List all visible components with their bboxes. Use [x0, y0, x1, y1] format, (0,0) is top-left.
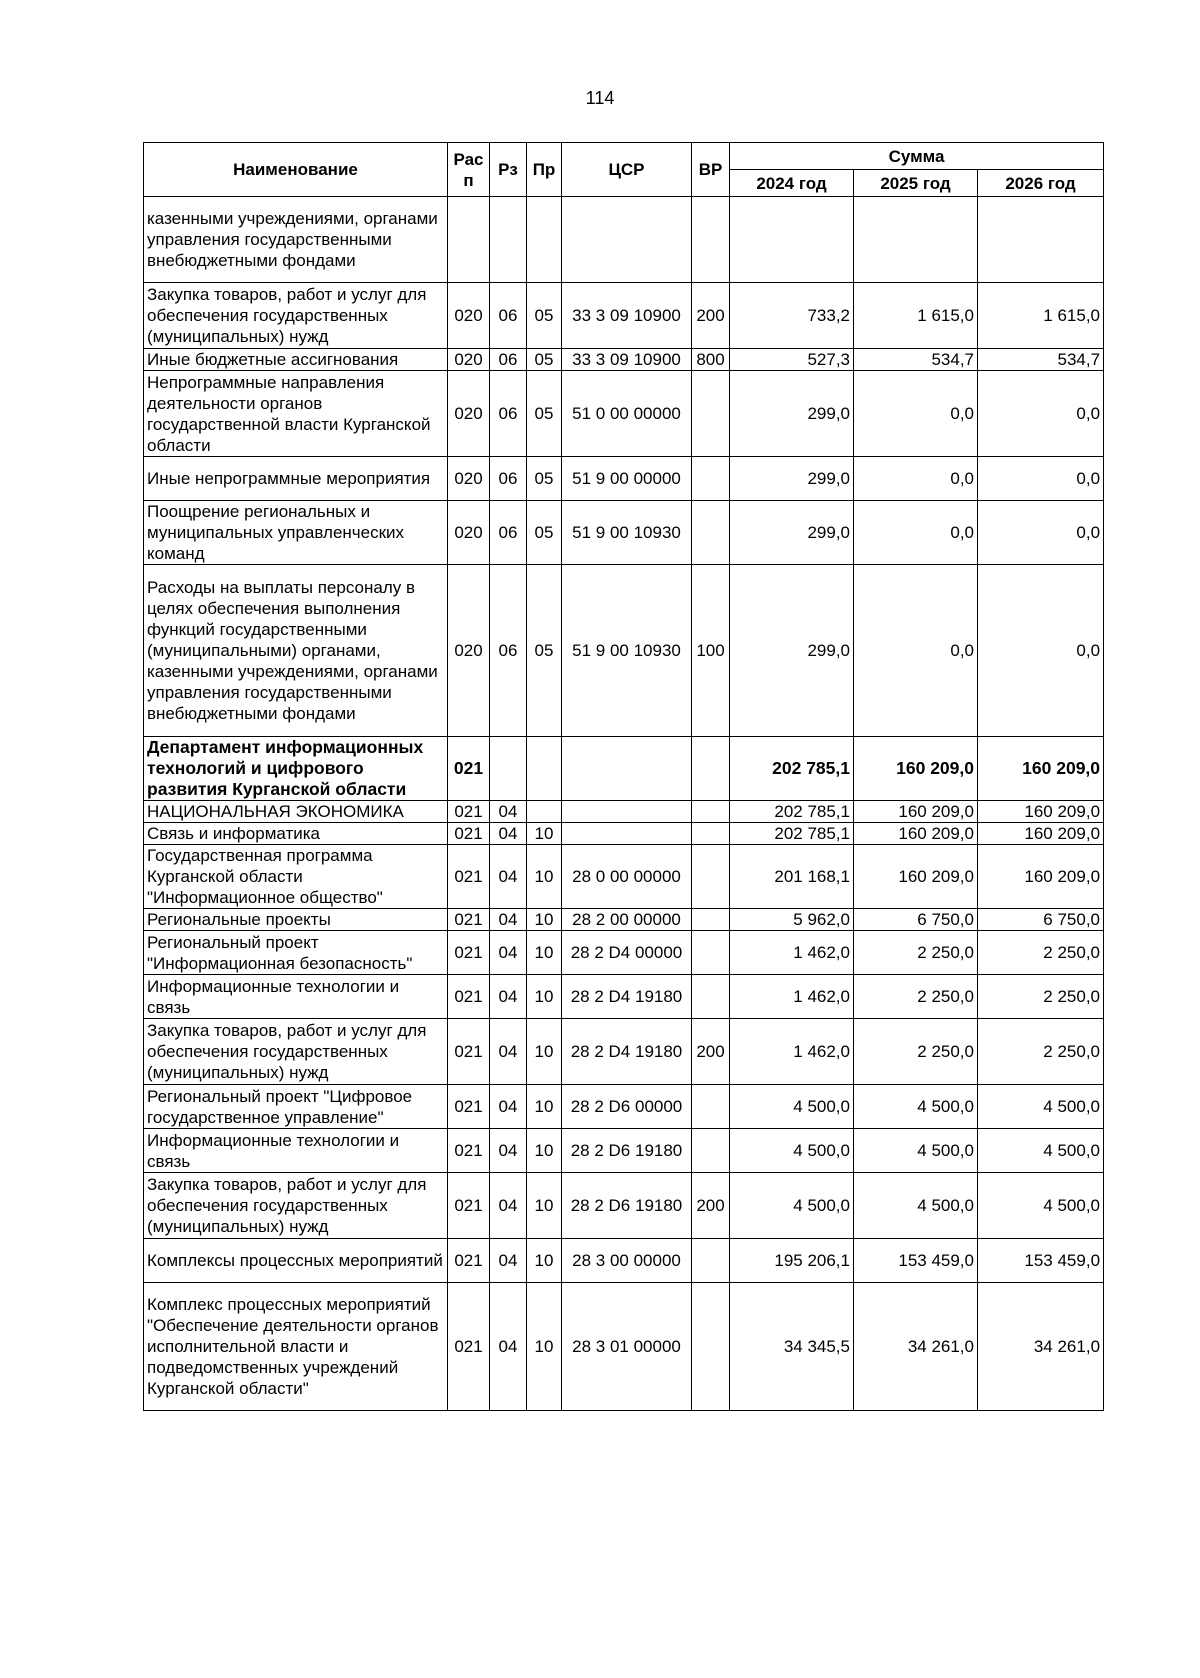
table-row — [144, 909, 1104, 931]
cell-pr: 10 — [527, 975, 562, 1019]
cell-pr: 05 — [527, 501, 562, 565]
cell-2024: 299,0 — [730, 501, 854, 565]
cell-pr — [527, 801, 562, 823]
cell-name: Комплекс процессных мероприятий "Обеспечение деятельности органов исполнительной власти и подведомственных учреждений Курганской области" — [144, 1283, 448, 1411]
cell-csr — [562, 197, 692, 283]
cell-csr — [562, 823, 692, 845]
cell-rz: 04 — [490, 1129, 527, 1173]
cell-rz: 06 — [490, 501, 527, 565]
cell-csr: 28 2 D6 19180 — [562, 1173, 692, 1239]
cell-2025: 153 459,0 — [854, 1239, 978, 1283]
table-row — [144, 845, 1104, 909]
table-row — [144, 501, 1104, 565]
cell-2025: 2 250,0 — [854, 931, 978, 975]
cell-vr: 200 — [692, 1173, 730, 1239]
cell-2026: 0,0 — [978, 371, 1104, 457]
cell-csr: 28 2 D6 19180 — [562, 1129, 692, 1173]
cell-csr: 28 2 00 00000 — [562, 909, 692, 931]
cell-rz: 06 — [490, 349, 527, 371]
cell-name: НАЦИОНАЛЬНАЯ ЭКОНОМИКА — [144, 801, 448, 823]
cell-2025: 6 750,0 — [854, 909, 978, 931]
cell-2025: 0,0 — [854, 565, 978, 737]
cell-2026: 4 500,0 — [978, 1085, 1104, 1129]
header-rasp: Рас п — [448, 143, 490, 197]
header-year-2026: 2026 год — [978, 170, 1104, 197]
cell-2024: 4 500,0 — [730, 1085, 854, 1129]
cell-pr: 10 — [527, 823, 562, 845]
cell-rasp: 021 — [448, 845, 490, 909]
cell-name: казенными учреждениями, органами управления государственными внебюджетными фондами — [144, 197, 448, 283]
cell-pr — [527, 737, 562, 801]
cell-csr: 33 3 09 10900 — [562, 349, 692, 371]
cell-rasp: 020 — [448, 349, 490, 371]
cell-2024: 1 462,0 — [730, 975, 854, 1019]
cell-vr — [692, 845, 730, 909]
cell-2024: 4 500,0 — [730, 1129, 854, 1173]
cell-2026: 160 209,0 — [978, 823, 1104, 845]
cell-csr — [562, 801, 692, 823]
cell-2026: 4 500,0 — [978, 1129, 1104, 1173]
cell-rasp: 020 — [448, 371, 490, 457]
cell-2024: 34 345,5 — [730, 1283, 854, 1411]
cell-name: Связь и информатика — [144, 823, 448, 845]
cell-rz: 04 — [490, 823, 527, 845]
cell-2024: 1 462,0 — [730, 931, 854, 975]
cell-rasp — [448, 197, 490, 283]
cell-name: Информационные технологии и связь — [144, 1129, 448, 1173]
cell-2026: 2 250,0 — [978, 931, 1104, 975]
cell-2024: 4 500,0 — [730, 1173, 854, 1239]
header-year-2025: 2025 год — [854, 170, 978, 197]
cell-2026: 0,0 — [978, 501, 1104, 565]
cell-csr: 28 2 D4 19180 — [562, 975, 692, 1019]
cell-2025: 1 615,0 — [854, 283, 978, 349]
cell-2025: 0,0 — [854, 501, 978, 565]
cell-2025: 160 209,0 — [854, 845, 978, 909]
cell-csr: 28 2 D4 19180 — [562, 1019, 692, 1085]
cell-2026 — [978, 197, 1104, 283]
table-row — [144, 801, 1104, 823]
cell-vr — [692, 457, 730, 501]
cell-name: Иные непрограммные мероприятия — [144, 457, 448, 501]
cell-pr: 10 — [527, 1173, 562, 1239]
cell-2024: 195 206,1 — [730, 1239, 854, 1283]
cell-2025: 34 261,0 — [854, 1283, 978, 1411]
header-name: Наименование — [144, 143, 448, 197]
cell-vr: 800 — [692, 349, 730, 371]
cell-rasp: 021 — [448, 737, 490, 801]
cell-2026: 1 615,0 — [978, 283, 1104, 349]
cell-2024: 202 785,1 — [730, 823, 854, 845]
cell-rasp: 021 — [448, 931, 490, 975]
cell-2024: 201 168,1 — [730, 845, 854, 909]
table-row — [144, 457, 1104, 501]
cell-csr: 28 3 00 00000 — [562, 1239, 692, 1283]
cell-rasp: 021 — [448, 1239, 490, 1283]
cell-2024: 5 962,0 — [730, 909, 854, 931]
cell-pr: 10 — [527, 1129, 562, 1173]
cell-2025: 0,0 — [854, 457, 978, 501]
cell-vr — [692, 1239, 730, 1283]
cell-rasp: 021 — [448, 975, 490, 1019]
cell-2026: 0,0 — [978, 565, 1104, 737]
cell-pr: 05 — [527, 283, 562, 349]
cell-2025: 160 209,0 — [854, 823, 978, 845]
cell-2024: 299,0 — [730, 457, 854, 501]
cell-2026: 160 209,0 — [978, 737, 1104, 801]
table-row — [144, 823, 1104, 845]
cell-2025: 4 500,0 — [854, 1173, 978, 1239]
cell-rasp: 021 — [448, 1173, 490, 1239]
cell-2024: 733,2 — [730, 283, 854, 349]
cell-2026: 34 261,0 — [978, 1283, 1104, 1411]
cell-vr — [692, 823, 730, 845]
cell-vr: 200 — [692, 1019, 730, 1085]
table-row — [144, 349, 1104, 371]
cell-rasp: 021 — [448, 1129, 490, 1173]
cell-name: Расходы на выплаты персоналу в целях обеспечения выполнения функций государственными (муниципальными) органами, казенными учреждениями, органами управления государственными внебюджетными фондами — [144, 565, 448, 737]
cell-rz: 04 — [490, 1085, 527, 1129]
cell-2026: 534,7 — [978, 349, 1104, 371]
cell-vr — [692, 801, 730, 823]
cell-vr — [692, 1129, 730, 1173]
cell-pr: 10 — [527, 1239, 562, 1283]
cell-2024: 202 785,1 — [730, 801, 854, 823]
cell-csr: 28 2 D6 00000 — [562, 1085, 692, 1129]
cell-name: Региональный проект "Информационная безопасность" — [144, 931, 448, 975]
cell-csr: 33 3 09 10900 — [562, 283, 692, 349]
cell-vr — [692, 909, 730, 931]
cell-rz: 04 — [490, 1019, 527, 1085]
cell-2024: 1 462,0 — [730, 1019, 854, 1085]
cell-2025: 2 250,0 — [854, 975, 978, 1019]
cell-rz: 04 — [490, 1239, 527, 1283]
cell-name: Региональные проекты — [144, 909, 448, 931]
cell-vr — [692, 931, 730, 975]
cell-csr: 51 0 00 00000 — [562, 371, 692, 457]
cell-2025 — [854, 197, 978, 283]
cell-2025: 160 209,0 — [854, 801, 978, 823]
table-body — [144, 197, 1104, 1411]
cell-2026: 4 500,0 — [978, 1173, 1104, 1239]
cell-rz: 04 — [490, 931, 527, 975]
cell-2025: 2 250,0 — [854, 1019, 978, 1085]
header-sum: Сумма — [730, 143, 1104, 170]
cell-pr: 05 — [527, 565, 562, 737]
cell-rz: 06 — [490, 457, 527, 501]
cell-csr — [562, 737, 692, 801]
cell-2026: 2 250,0 — [978, 1019, 1104, 1085]
cell-2024: 299,0 — [730, 565, 854, 737]
cell-rasp: 020 — [448, 501, 490, 565]
budget-table — [143, 142, 1104, 1411]
cell-rasp: 020 — [448, 565, 490, 737]
cell-vr — [692, 197, 730, 283]
cell-2024 — [730, 197, 854, 283]
table-row — [144, 1173, 1104, 1239]
cell-name: Поощрение региональных и муниципальных управленческих команд — [144, 501, 448, 565]
cell-pr: 05 — [527, 371, 562, 457]
cell-vr — [692, 1085, 730, 1129]
cell-rz: 04 — [490, 1283, 527, 1411]
cell-name: Иные бюджетные ассигнования — [144, 349, 448, 371]
cell-2024: 527,3 — [730, 349, 854, 371]
cell-2025: 4 500,0 — [854, 1085, 978, 1129]
cell-pr: 10 — [527, 1019, 562, 1085]
cell-name: Закупка товаров, работ и услуг для обеспечения государственных (муниципальных) нужд — [144, 283, 448, 349]
cell-rasp: 021 — [448, 909, 490, 931]
cell-2024: 202 785,1 — [730, 737, 854, 801]
cell-2025: 160 209,0 — [854, 737, 978, 801]
cell-name: Департамент информационных технологий и цифрового развития Курганской области — [144, 737, 448, 801]
header-rz: Рз — [490, 143, 527, 197]
cell-rz: 04 — [490, 975, 527, 1019]
cell-vr — [692, 737, 730, 801]
cell-2026: 153 459,0 — [978, 1239, 1104, 1283]
cell-rz: 06 — [490, 283, 527, 349]
cell-csr: 51 9 00 10930 — [562, 565, 692, 737]
header-csr: ЦСР — [562, 143, 692, 197]
cell-2026: 160 209,0 — [978, 845, 1104, 909]
cell-2026: 160 209,0 — [978, 801, 1104, 823]
table-row — [144, 1129, 1104, 1173]
cell-csr: 28 0 00 00000 — [562, 845, 692, 909]
cell-2024: 299,0 — [730, 371, 854, 457]
cell-2025: 0,0 — [854, 371, 978, 457]
table-row — [144, 283, 1104, 349]
page-number: 114 — [585, 88, 615, 108]
cell-name: Закупка товаров, работ и услуг для обеспечения государственных (муниципальных) нужд — [144, 1019, 448, 1085]
cell-pr: 05 — [527, 457, 562, 501]
cell-2025: 534,7 — [854, 349, 978, 371]
cell-rz: 04 — [490, 909, 527, 931]
cell-name: Информационные технологии и связь — [144, 975, 448, 1019]
cell-pr: 10 — [527, 909, 562, 931]
cell-csr: 51 9 00 10930 — [562, 501, 692, 565]
table-row — [144, 197, 1104, 283]
cell-2026: 2 250,0 — [978, 975, 1104, 1019]
table-row — [144, 1085, 1104, 1129]
cell-vr — [692, 371, 730, 457]
table-row — [144, 1239, 1104, 1283]
cell-csr: 28 3 01 00000 — [562, 1283, 692, 1411]
cell-name: Непрограммные направления деятельности органов государственной власти Курганской области — [144, 371, 448, 457]
cell-vr — [692, 975, 730, 1019]
table-row — [144, 931, 1104, 975]
header-pr: Пр — [527, 143, 562, 197]
cell-rasp: 021 — [448, 1085, 490, 1129]
cell-rasp: 020 — [448, 457, 490, 501]
cell-rasp: 021 — [448, 1283, 490, 1411]
cell-csr: 51 9 00 00000 — [562, 457, 692, 501]
cell-rasp: 020 — [448, 283, 490, 349]
cell-vr — [692, 1283, 730, 1411]
header-year-2024: 2024 год — [730, 170, 854, 197]
cell-pr — [527, 197, 562, 283]
cell-pr: 10 — [527, 1283, 562, 1411]
cell-rasp: 021 — [448, 1019, 490, 1085]
cell-name: Комплексы процессных мероприятий — [144, 1239, 448, 1283]
table-row — [144, 1019, 1104, 1085]
cell-pr: 10 — [527, 1085, 562, 1129]
cell-2026: 6 750,0 — [978, 909, 1104, 931]
header-vr: ВР — [692, 143, 730, 197]
cell-rz — [490, 197, 527, 283]
cell-rasp: 021 — [448, 823, 490, 845]
cell-vr — [692, 501, 730, 565]
cell-name: Закупка товаров, работ и услуг для обеспечения государственных (муниципальных) нужд — [144, 1173, 448, 1239]
cell-pr: 10 — [527, 845, 562, 909]
cell-rz: 06 — [490, 371, 527, 457]
table-row — [144, 1283, 1104, 1411]
cell-csr: 28 2 D4 00000 — [562, 931, 692, 975]
table-row — [144, 737, 1104, 801]
cell-rz: 04 — [490, 801, 527, 823]
table-row — [144, 565, 1104, 737]
cell-2026: 0,0 — [978, 457, 1104, 501]
cell-2025: 4 500,0 — [854, 1129, 978, 1173]
cell-name: Региональный проект "Цифровое государственное управление" — [144, 1085, 448, 1129]
cell-pr: 05 — [527, 349, 562, 371]
cell-rz — [490, 737, 527, 801]
cell-vr: 200 — [692, 283, 730, 349]
cell-name: Государственная программа Курганской области "Информационное общество" — [144, 845, 448, 909]
cell-vr: 100 — [692, 565, 730, 737]
cell-rasp: 021 — [448, 801, 490, 823]
cell-pr: 10 — [527, 931, 562, 975]
cell-rz: 04 — [490, 845, 527, 909]
table-row — [144, 975, 1104, 1019]
cell-rz: 06 — [490, 565, 527, 737]
cell-rz: 04 — [490, 1173, 527, 1239]
table-header — [144, 143, 1104, 197]
table-row — [144, 371, 1104, 457]
